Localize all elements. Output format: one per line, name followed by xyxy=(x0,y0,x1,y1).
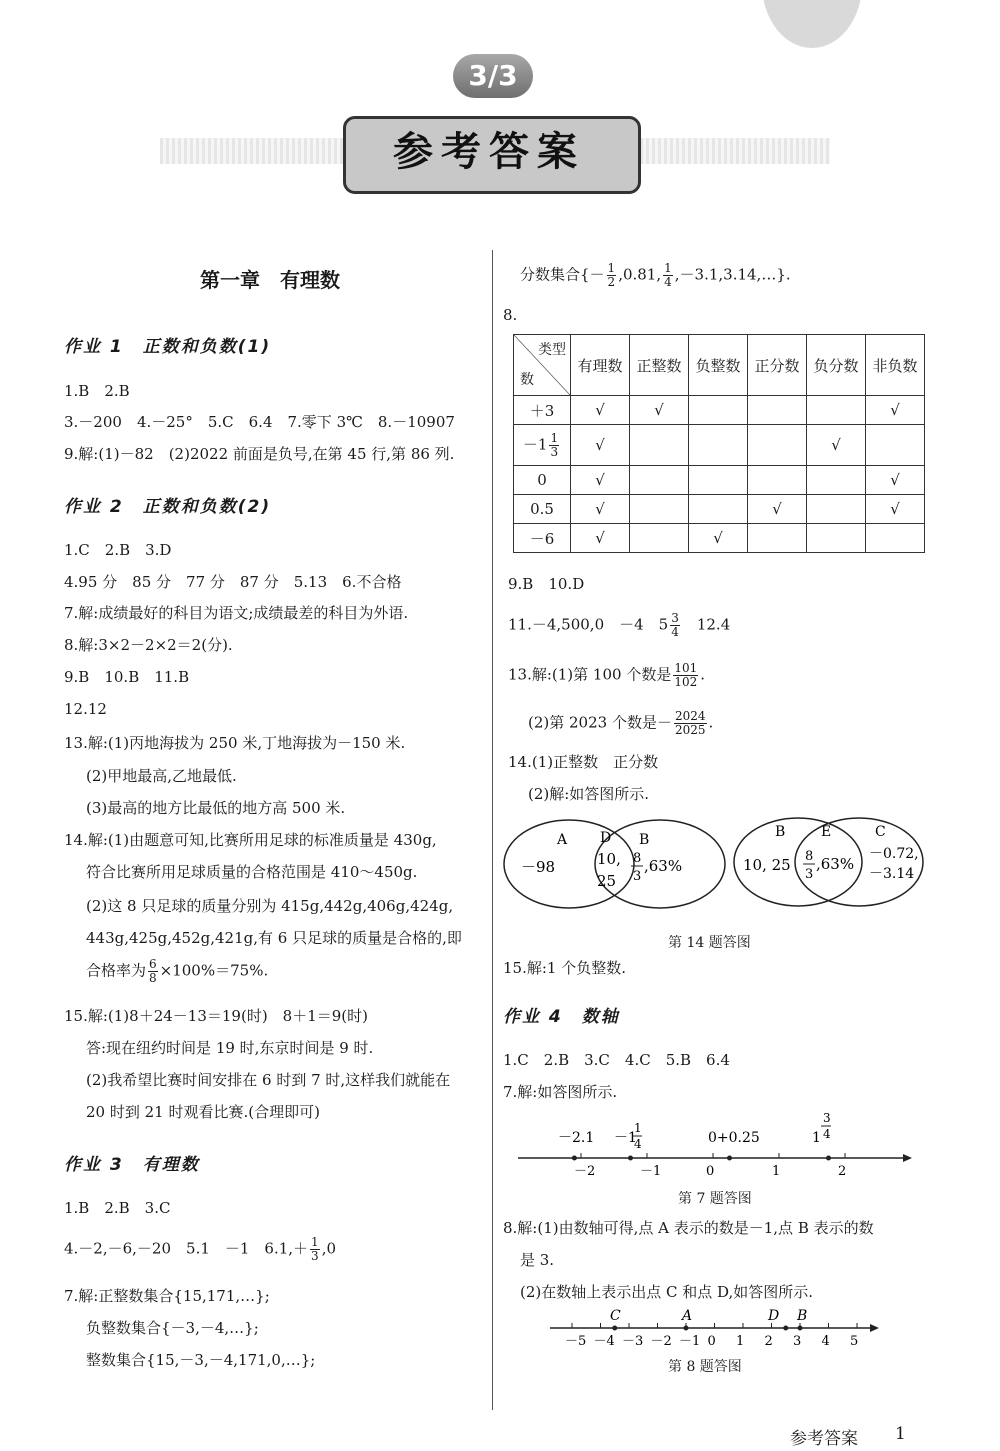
table-cell xyxy=(748,524,807,553)
tick-label: 2 xyxy=(838,1164,847,1179)
answer-line: 15.解:(1)8＋24－13＝19(时) 8＋1＝9(时) xyxy=(64,1007,368,1025)
table-cell: √ xyxy=(571,425,630,466)
section-heading: 作业 4 数轴 xyxy=(503,1007,620,1027)
fraction xyxy=(549,432,559,459)
corner-bottom-label: 数 xyxy=(520,372,534,388)
point-label-b: B xyxy=(797,1308,808,1324)
table-cell xyxy=(807,396,866,425)
row-label: 0.5 xyxy=(514,495,571,524)
answer-line: 13.解:(1)丙地海拔为 250 米,丁地海拔为－150 米. xyxy=(64,734,406,752)
table-cell: √ xyxy=(571,466,630,495)
chapter-title: 第一章 有理数 xyxy=(200,268,340,292)
table-cell: √ xyxy=(571,524,630,553)
denominator: 3 xyxy=(633,869,642,884)
venn-value: ,63% xyxy=(644,857,683,875)
table-cell xyxy=(748,466,807,495)
number-line-q7 xyxy=(508,1108,918,1188)
table-cell xyxy=(689,425,748,466)
denominator: 4 xyxy=(634,1137,642,1151)
table-cell: √ xyxy=(748,495,807,524)
column-header: 正整数 xyxy=(630,335,689,396)
table-cell xyxy=(630,425,689,466)
answer-line: 1.C 2.B 3.C 4.C 5.B 6.4 xyxy=(503,1051,730,1069)
venn-label-e: E xyxy=(821,824,832,840)
answer-line: 3.－200 4.－25° 5.C 6.4 7.零下 3℃ 8.－10907 xyxy=(64,413,455,431)
corner-decoration xyxy=(762,0,862,48)
answer-line xyxy=(64,1236,336,1263)
fraction xyxy=(310,1236,320,1263)
table-cell: √ xyxy=(571,396,630,425)
point-dot xyxy=(684,1326,689,1331)
text: 合格率为 xyxy=(86,961,147,980)
table-cell xyxy=(866,524,925,553)
answer-line: 14.(1)正整数 正分数 xyxy=(508,753,659,771)
answer-line: 8. xyxy=(503,306,518,324)
answer-line: (2)解:如答图所示. xyxy=(528,785,650,803)
table-cell: √ xyxy=(866,495,925,524)
answer-line: 1.B 2.B xyxy=(64,382,130,400)
table-cell: √ xyxy=(866,466,925,495)
table-cell: √ xyxy=(571,495,630,524)
venn-value: ,63% xyxy=(816,855,855,873)
text: 4.－2,－6,－20 5.1 －1 6.1,＋ xyxy=(64,1239,309,1258)
table-cell xyxy=(689,466,748,495)
venn-right xyxy=(734,818,923,906)
point-label: －2.1 xyxy=(558,1130,595,1146)
tick-label: 5 xyxy=(850,1334,859,1349)
tick-label: 2 xyxy=(764,1334,773,1349)
tick-label: －1 xyxy=(640,1164,662,1179)
table-cell xyxy=(807,495,866,524)
fraction xyxy=(663,262,673,289)
figure-caption: 第 7 题答图 xyxy=(678,1191,752,1207)
text: 分数集合{－ xyxy=(520,265,605,284)
tick-label: －1 xyxy=(679,1334,701,1349)
answer-line: 7.解:正整数集合{15,171,…}; xyxy=(64,1287,270,1305)
venn-value: 25 xyxy=(597,872,617,890)
diagonal-header xyxy=(514,335,570,395)
denominator: 2025 xyxy=(674,723,706,737)
axis-ticks xyxy=(565,1323,858,1349)
table-cell xyxy=(630,466,689,495)
venn-circle-c xyxy=(795,818,923,906)
tick-label: －3 xyxy=(622,1334,644,1349)
text: (2)第 2023 个数是－ xyxy=(528,713,672,732)
column-header: 有理数 xyxy=(571,335,630,396)
tick-label: －2 xyxy=(574,1164,596,1179)
table-cell xyxy=(630,495,689,524)
answer-line xyxy=(86,958,268,985)
denominator: 3 xyxy=(550,444,559,459)
answer-line: 443g,425g,452g,421g,有 6 只足球的质量是合格的,即 xyxy=(86,929,462,947)
tick-label: 4 xyxy=(821,1334,830,1349)
point-label-a: A xyxy=(682,1308,693,1324)
column-header: 负整数 xyxy=(689,335,748,396)
point-dot xyxy=(783,1326,788,1331)
answer-line xyxy=(508,662,705,689)
venn-value: －98 xyxy=(521,858,556,876)
answer-line: 7.解:成绩最好的科目为语文;成绩最差的科目为外语. xyxy=(64,604,409,622)
table-cell: √ xyxy=(807,425,866,466)
denominator: 8 xyxy=(149,971,157,985)
fraction xyxy=(674,710,707,737)
answer-line xyxy=(508,612,730,639)
point-dot xyxy=(826,1156,831,1161)
text: ,0.81, xyxy=(618,265,662,284)
table-row xyxy=(514,425,925,466)
denominator: 4 xyxy=(823,1127,831,1141)
point-label-c: C xyxy=(610,1308,621,1324)
text: ×100%＝75%. xyxy=(159,961,269,980)
table-cell: √ xyxy=(866,396,925,425)
section-heading: 作业 2 正数和负数(2) xyxy=(64,497,272,517)
table-cell xyxy=(748,425,807,466)
column-header: 正分数 xyxy=(748,335,807,396)
table-cell xyxy=(866,425,925,466)
venn-label-b: B xyxy=(639,832,650,848)
table-row xyxy=(514,396,925,425)
fraction xyxy=(607,262,617,289)
tick-label: 1 xyxy=(772,1164,781,1179)
tick-label: －5 xyxy=(565,1334,587,1349)
point-dot xyxy=(798,1326,803,1331)
tick-label: 0 xyxy=(706,1164,715,1179)
fraction xyxy=(148,958,158,985)
page-badge: 3/3 xyxy=(453,54,533,98)
venn-value: －0.72, xyxy=(869,846,919,862)
point-label-d: D xyxy=(768,1308,780,1324)
table-cell: √ xyxy=(630,396,689,425)
text: －1 xyxy=(522,435,548,453)
row-label: ＋3 xyxy=(514,396,571,425)
table-header-row xyxy=(514,335,925,396)
text: 12.4 xyxy=(681,615,731,634)
point-dot xyxy=(628,1156,633,1161)
answer-line: 答:现在纽约时间是 19 时,东京时间是 9 时. xyxy=(86,1039,374,1057)
answer-line: 符合比赛所用足球质量的合格范围是 410～450g. xyxy=(86,863,418,881)
answer-line: 8.解:(1)由数轴可得,点 A 表示的数是－1,点 B 表示的数 xyxy=(503,1219,874,1237)
numerator: 1 xyxy=(311,1235,319,1249)
answer-line: (2)这 8 只足球的质量分别为 415g,442g,406g,424g, xyxy=(86,897,454,915)
answer-line: 是 3. xyxy=(520,1251,555,1269)
column-header: 负分数 xyxy=(807,335,866,396)
table-cell xyxy=(689,495,748,524)
denominator: 4 xyxy=(671,625,679,639)
answer-line: 15.解:1 个负整数. xyxy=(503,959,626,977)
answer-line: 7.解:如答图所示. xyxy=(503,1083,618,1101)
answer-line: (2)我希望比赛时间安排在 6 时到 7 时,这样我们就能在 xyxy=(86,1071,451,1089)
table-row xyxy=(514,524,925,553)
denominator: 3 xyxy=(805,867,814,882)
answer-line: 9.B 10.B 11.B xyxy=(64,668,190,686)
answer-line: 负整数集合{－3,－4,…}; xyxy=(86,1319,259,1337)
venn-value: －3.14 xyxy=(869,866,915,882)
table-cell xyxy=(807,524,866,553)
venn-label-a: A xyxy=(557,832,568,848)
section-heading: 作业 3 有理数 xyxy=(64,1155,200,1175)
venn-left xyxy=(504,820,725,908)
table-row xyxy=(514,495,925,524)
denominator: 4 xyxy=(664,275,672,289)
table-cell xyxy=(807,466,866,495)
figure-caption: 第 8 题答图 xyxy=(668,1359,742,1375)
text: ,0 xyxy=(321,1239,336,1258)
answer-line: 整数集合{15,－3,－4,171,0,…}; xyxy=(86,1351,316,1369)
figure-caption: 第 14 题答图 xyxy=(668,935,751,951)
tick-label: 3 xyxy=(793,1334,802,1349)
point-label: 1 xyxy=(812,1130,821,1146)
axis-arrow xyxy=(903,1154,912,1162)
numerator: 3 xyxy=(823,1111,831,1125)
axis-arrow xyxy=(870,1324,879,1332)
page-title: 参考答案 xyxy=(393,129,585,175)
answer-line: 1.B 2.B 3.C xyxy=(64,1199,171,1217)
table-cell xyxy=(689,396,748,425)
numerator: 1 xyxy=(664,261,672,275)
venn-value: 10, xyxy=(597,850,621,868)
table-cell: √ xyxy=(689,524,748,553)
number-line-q8 xyxy=(540,1306,890,1356)
point-label: 0+0.25 xyxy=(708,1130,760,1146)
venn-diagrams xyxy=(503,820,919,920)
answer-line: 12.12 xyxy=(64,700,107,718)
table-corner-cell xyxy=(514,335,571,396)
text: . xyxy=(700,665,706,684)
text: ,－3.1,3.14,…}. xyxy=(674,265,791,284)
axis-ticks xyxy=(572,1153,846,1179)
answer-line: (2)在数轴上表示出点 C 和点 D,如答图所示. xyxy=(520,1283,814,1301)
table-row xyxy=(514,466,925,495)
numerator: 8 xyxy=(633,851,642,866)
venn-label-d: D xyxy=(600,830,612,846)
point-dot xyxy=(727,1156,732,1161)
point-dot xyxy=(572,1156,577,1161)
venn-value: 10, 25 xyxy=(743,856,791,874)
numerator: 8 xyxy=(805,849,814,864)
numerator: 2024 xyxy=(674,709,706,723)
answer-line: 9.解:(1)－82 (2)2022 前面是负号,在第 45 行,第 86 列. xyxy=(64,445,455,463)
point-dot xyxy=(612,1326,617,1331)
table-cell xyxy=(748,396,807,425)
point-label: －1 xyxy=(614,1130,637,1146)
venn-label-c: C xyxy=(875,824,886,840)
numerator: 3 xyxy=(671,611,679,625)
answer-line: 9.B 10.D xyxy=(508,575,585,593)
tick-label: －4 xyxy=(593,1334,615,1349)
denominator: 2 xyxy=(607,275,616,289)
tick-label: －2 xyxy=(650,1334,672,1349)
numerator: 1 xyxy=(550,430,559,445)
tick-label: 0 xyxy=(707,1334,716,1349)
row-label xyxy=(514,425,571,466)
table-cell xyxy=(630,524,689,553)
numerator: 1 xyxy=(634,1121,642,1135)
answer-line: 4.95 分 85 分 77 分 87 分 5.13 6.不合格 xyxy=(64,573,402,591)
denominator: 102 xyxy=(674,675,698,689)
row-label: 0 xyxy=(514,466,571,495)
column-header: 非负数 xyxy=(866,335,925,396)
classification-table xyxy=(513,334,925,553)
page-number: 1 xyxy=(895,1424,906,1444)
numerator: 6 xyxy=(149,957,157,971)
fraction xyxy=(673,662,698,689)
venn-label-b: B xyxy=(775,824,786,840)
text: . xyxy=(708,713,714,732)
fraction xyxy=(670,612,680,639)
footer-label: 参考答案 xyxy=(790,1429,858,1449)
answer-line: 8.解:3×2－2×2＝2(分). xyxy=(64,636,233,654)
answer-line: 1.C 2.B 3.D xyxy=(64,541,172,559)
tick-label: 1 xyxy=(736,1334,745,1349)
text: 13.解:(1)第 100 个数是 xyxy=(508,665,672,684)
section-heading: 作业 1 正数和负数(1) xyxy=(64,337,272,357)
answer-line: 14.解:(1)由题意可知,比赛所用足球的标准质量是 430g, xyxy=(64,831,437,849)
text: 11.－4,500,0 －4 5 xyxy=(508,615,669,634)
answer-line xyxy=(528,710,713,737)
answer-line: 20 时到 21 时观看比赛.(合理即可) xyxy=(86,1103,320,1121)
numerator: 1 xyxy=(607,261,616,275)
numerator: 101 xyxy=(674,661,698,675)
corner-top-label: 类型 xyxy=(538,342,566,358)
column-divider xyxy=(492,250,493,1410)
denominator: 3 xyxy=(311,1249,319,1263)
answer-line xyxy=(520,262,791,289)
row-label: －6 xyxy=(514,524,571,553)
answer-line: (3)最高的地方比最低的地方高 500 米. xyxy=(86,799,346,817)
answer-line: (2)甲地最高,乙地最低. xyxy=(86,767,237,785)
